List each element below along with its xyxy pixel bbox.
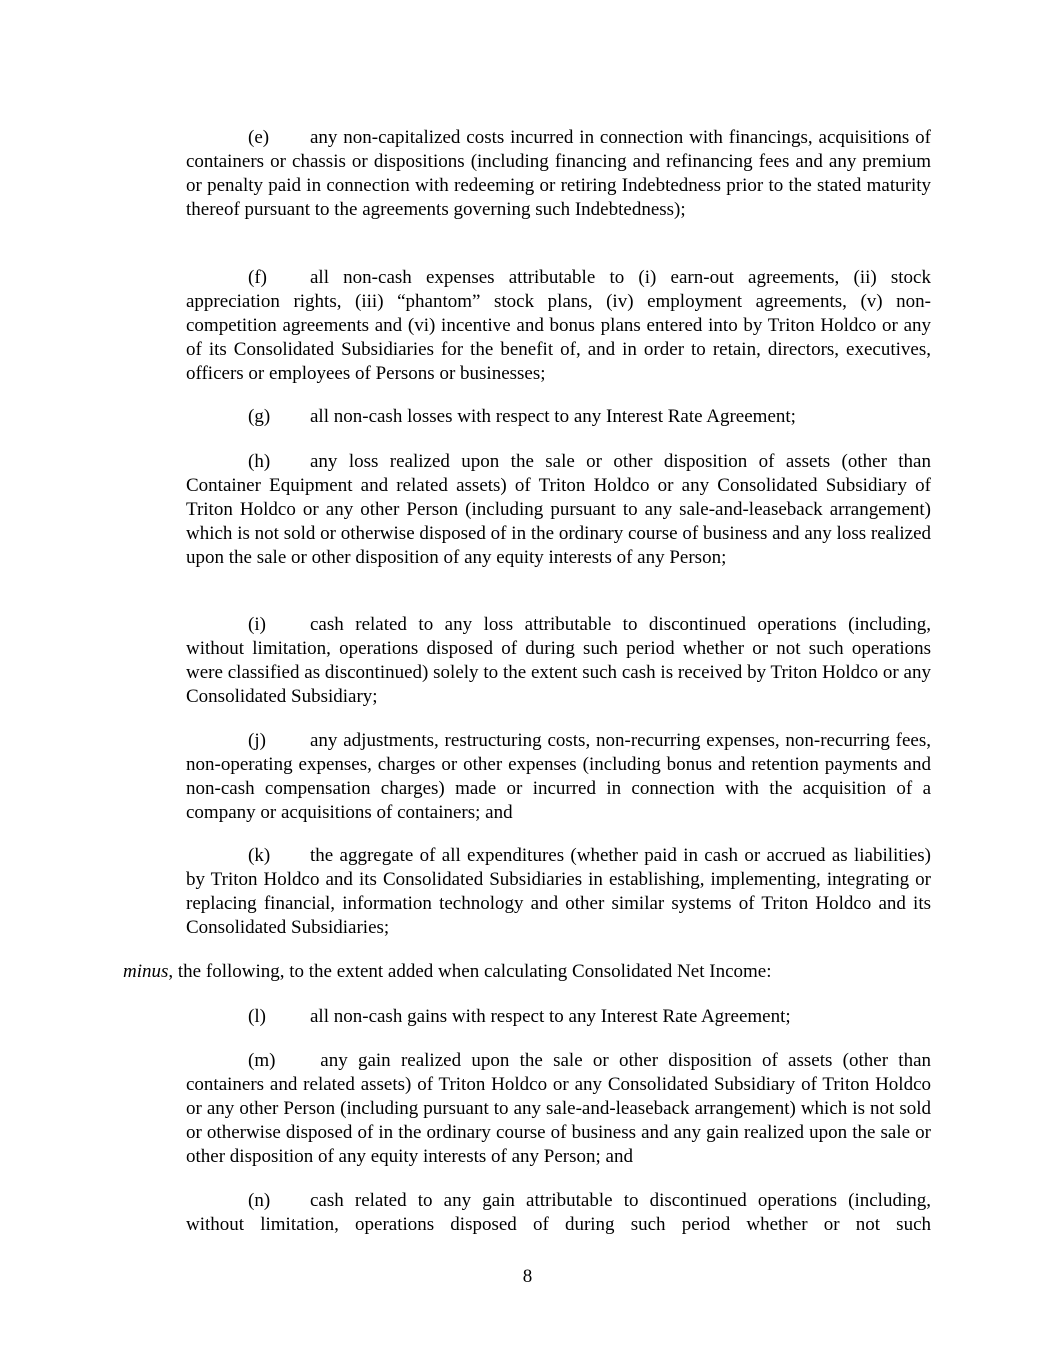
clause-marker: (h) [248,451,271,472]
clause-e [186,126,931,222]
clause-marker: (j) [248,730,266,751]
clause-marker: (n) [248,1190,271,1211]
clause-marker: (e) [248,127,270,148]
clause-m [186,1049,931,1169]
clause-text: all non-cash losses with respect to any Interest Rate Agreement; [310,406,796,427]
clause-l [186,1005,931,1029]
clause-text: any loss realized upon the sale or other disposition of assets (other than Container Equipment and related assets) of Triton Holdco or any Consolidated Subsidiary of Triton Holdco or any other Person (including pursuant to any sale-and-leaseback arrangement) which is not sold or otherwise disposed of in the ordinary course of business and any loss realized upon the sale or other disposition of any equity interests of any Person; [186,451,931,568]
clause-n [186,1189,931,1237]
clause-text: any adjustments, restructuring costs, non-recurring expenses, non-recurring fees, non-operating expenses, charges or other expenses (including bonus and retention payments and non-cash compensation charges) made or incurred in connection with the acquisition of a company or acquisitions of containers; and [186,730,931,823]
minus-rest: , the following, to the extent added when calculating Consolidated Net Income: [168,961,772,982]
clause-k [186,844,931,940]
clause-text: cash related to any gain attributable to discontinued operations (including, without limitation, operations disposed of during such period whether or not such [186,1190,931,1235]
clause-text: any gain realized upon the sale or other disposition of assets (other than containers and related assets) of Triton Holdco or any Consolidated Subsidiary of Triton Holdco or any other Person (including pursuant to any sale-and-leaseback arrangement) which is not sold or otherwise disposed of in the ordinary course of business and any gain realized upon the sale or other disposition of any equity interests of any Person; and [186,1050,931,1167]
clause-j [186,729,931,825]
clause-text: all non-cash gains with respect to any Interest Rate Agreement; [310,1006,791,1027]
clause-g [186,405,931,429]
clause-marker: (k) [248,845,271,866]
minus-line [123,960,772,984]
clause-f [186,266,931,386]
clause-marker: (g) [248,406,271,427]
page-number: 8 [522,1266,533,1287]
clause-i [186,613,931,709]
minus-keyword: minus [123,961,169,982]
clause-text: the aggregate of all expenditures (whether paid in cash or accrued as liabilities) by Triton Holdco and its Consolidated Subsidiaries in establishing, implementing, integrating or replacing financial, information technology and other similar systems of Triton Holdco and its Consolidated Subsidiaries; [186,845,931,938]
clause-text: any non-capitalized costs incurred in connection with financings, acquisitions of containers or chassis or dispositions (including financing and refinancing fees and any premium or penalty paid in connection with redeeming or retiring Indebtedness prior to the stated maturity thereof pursuant to the agreements governing such Indebtedness); [186,127,931,220]
clause-marker: (f) [248,267,267,288]
clause-text: all non-cash expenses attributable to (i) earn-out agreements, (ii) stock appreciation rights, (iii) “phantom” stock plans, (iv) employment agreements, (v) non-competition agreements and (vi) incentive and bonus plans entered into by Triton Holdco or any of its Consolidated Subsidiaries for the benefit of, and in order to retain, directors, executives, officers or employees of Persons or businesses; [186,267,931,384]
clause-marker: (m) [248,1050,276,1071]
clause-h [186,450,931,570]
clause-text: cash related to any loss attributable to discontinued operations (including, without limitation, operations disposed of during such period whether or not such operations were classified as discontinued) solely to the extent such cash is received by Triton Holdco or any Consolidated Subsidiary; [186,614,931,707]
clause-marker: (i) [248,614,266,635]
clause-marker: (l) [248,1006,266,1027]
